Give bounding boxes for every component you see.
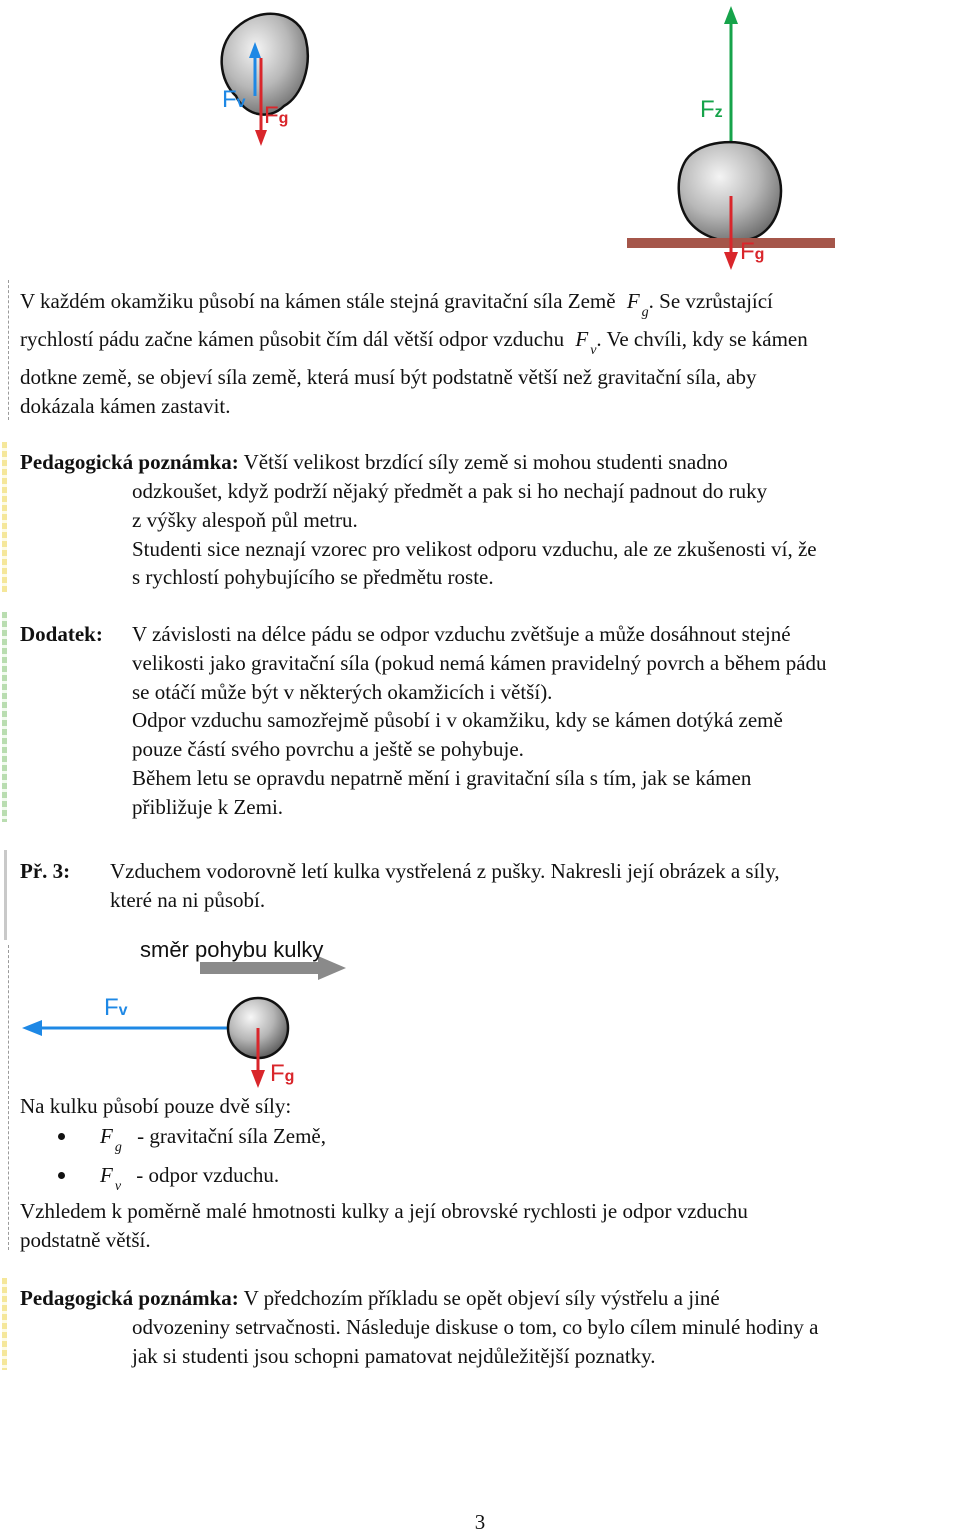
- label-fg-ground: Fg: [740, 238, 765, 265]
- example3-line2: které na ni působí.: [110, 888, 266, 912]
- note2-line1: Pedagogická poznámka: V předchozím příkladu se opět objeví síly výstřelu a jiné: [20, 1286, 720, 1310]
- bullet-label-fv: Fv: [104, 994, 128, 1021]
- note2-line3: jak si studenti jsou schopni pamatovat nejdůležitější poznatky.: [132, 1344, 656, 1368]
- example3-label: Př. 3:: [20, 859, 71, 883]
- note1-line1: Pedagogická poznámka: Větší velikost brzdící síly země si mohou studenti snadno: [20, 450, 728, 474]
- note2-line2: odvozeniny setrvačnosti. Následuje diskuse o tom, co bylo cílem minulé hodiny a: [132, 1315, 819, 1339]
- direction-arrow-shaft: [200, 962, 320, 974]
- bullet-label-fg: Fg: [270, 1060, 295, 1087]
- addendum-text1: V závislosti na délce pádu se odpor vzduchu zvětšuje a může dosáhnout stejné: [132, 622, 791, 646]
- para1-line4: dokázala kámen zastavit.: [20, 394, 231, 418]
- top-figure: [0, 0, 960, 280]
- page-number: 3: [474, 1510, 486, 1534]
- list-bullet: [58, 1172, 65, 1179]
- label-fv-top: Fv: [222, 86, 246, 113]
- addendum-text2: velikosti jako gravitační síla (pokud nemá kámen pravidelný povrch a během pádu: [132, 651, 827, 675]
- note1-line4: Studenti sice neznají vzorec pro velikost odporu vzduchu, ale ze zkušenosti ví, že: [132, 537, 817, 561]
- solution-item-2: F $_v$ - odpor vzduchu.: [100, 1163, 280, 1194]
- addendum-text6: Během letu se opravdu nepatrně mění i gravitační síla s tím, jak se kámen: [132, 766, 752, 790]
- note1-line2: odzkoušet, když podrží nějaký předmět a pak si ho nechají padnout do ruky: [132, 479, 768, 503]
- note1-marker: [2, 442, 7, 592]
- addendum-text4: Odpor vzduchu samozřejmě působí i v okamžiku, kdy se kámen dotýká země: [132, 708, 783, 732]
- addendum-line1: Dodatek:: [20, 622, 103, 646]
- para1-line2: rychlostí pádu začne kámen působit čím dál větší odpor vzduchu F $_v$. Ve chvíli, kdy se kámen: [20, 327, 808, 358]
- list-bullet: [58, 1133, 65, 1140]
- label-fg-top: Fg: [264, 102, 289, 129]
- addendum-text3: se otáčí může být v některých okamžicích i větší).: [132, 680, 553, 704]
- addendum-marker: [2, 612, 7, 822]
- section-margin: [8, 280, 9, 420]
- para1-line3: dotkne země, se objeví síla země, která musí být podstatně větší než gravitační síla, aby: [20, 365, 757, 389]
- solution-intro: Na kulku působí pouze dvě síly:: [20, 1094, 292, 1118]
- label-fz: Fz: [700, 96, 723, 123]
- solution-line1: Vzhledem k poměrně malé hmotnosti kulky a její obrovské rychlosti je odpor vzduchu: [20, 1199, 748, 1223]
- para1-line1: V každém okamžiku působí na kámen stále stejná gravitační síla Země F $_g$. Se vzrůstající: [20, 289, 773, 320]
- solution-item-1: F $_g$ - gravitační síla Země,: [100, 1124, 326, 1155]
- solution-line2: podstatně větší.: [20, 1228, 151, 1252]
- example3-line1: Vzduchem vodorovně letí kulka vystřelená z pušky. Nakresli její obrázek a síly,: [110, 859, 780, 883]
- example3-marker: [4, 850, 7, 940]
- bullet-direction-label: směr pohybu kulky: [140, 937, 324, 962]
- note1-line3: z výšky alespoň půl metru.: [132, 508, 358, 532]
- addendum-text5: pouze částí svého povrchu a ještě se pohybuje.: [132, 737, 524, 761]
- note1-line5: s rychlostí pohybujícího se předmětu roste.: [132, 565, 494, 589]
- note2-marker: [2, 1278, 7, 1370]
- addendum-text7: přibližuje k Zemi.: [132, 795, 284, 819]
